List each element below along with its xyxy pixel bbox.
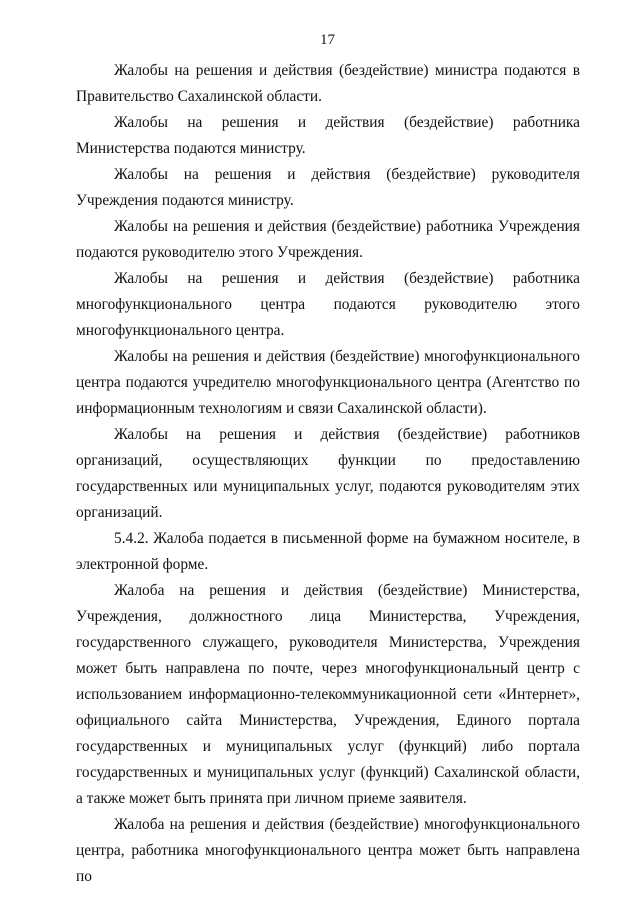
paragraph-2: Жалобы на решения и действия (бездействие) работника Министерства подаются министру. xyxy=(76,114,580,157)
paragraph-4: Жалобы на решения и действия (бездействие) работника Учреждения подаются руководителю этого Учреждения. xyxy=(76,218,580,261)
paragraph-10: Жалоба на решения и действия (бездействие) многофункционального центра, работника многофункционального центра может быть направлена по xyxy=(76,816,580,885)
page-number: 17 xyxy=(320,32,335,48)
paragraph-9: Жалоба на решения и действия (бездействие) Министерства, Учреждения, должностного лица Министерства, Учреждения, государственного служащего, руководителя Министерства, Учреждения может быть направлена по почте, через многофункциональный центр с использованием информационно-телекоммуникационной сети «Интернет», официального сайта Министерства, Учреждения, Единого портала государственных и муниципальных услуг (функций) либо портала государственных и муниципальных услуг (функций) Сахалинской области, а также может быть принята при личном приеме заявителя. xyxy=(76,582,580,807)
paragraph-3: Жалобы на решения и действия (бездействие) руководителя Учреждения подаются министру. xyxy=(76,166,580,209)
paragraph-8: 5.4.2. Жалоба подается в письменной форме на бумажном носителе, в электронной форме. xyxy=(76,530,580,573)
paragraph-6: Жалобы на решения и действия (бездействие) многофункционального центра подаются учредителю многофункционального центра (Агентство по информационным технологиям и связи Сахалинской области). xyxy=(76,348,580,417)
document-body xyxy=(76,58,580,890)
paragraph-5: Жалобы на решения и действия (бездействие) работника многофункционального центра подаются руководителю этого многофункционального центра. xyxy=(76,270,580,339)
paragraph-1: Жалобы на решения и действия (бездействие) министра подаются в Правительство Сахалинской области. xyxy=(76,62,580,105)
paragraph-7: Жалобы на решения и действия (бездействие) работников организаций, осуществляющих функции по предоставлению государственных или муниципальных услуг, подаются руководителям этих организаций. xyxy=(76,426,580,521)
